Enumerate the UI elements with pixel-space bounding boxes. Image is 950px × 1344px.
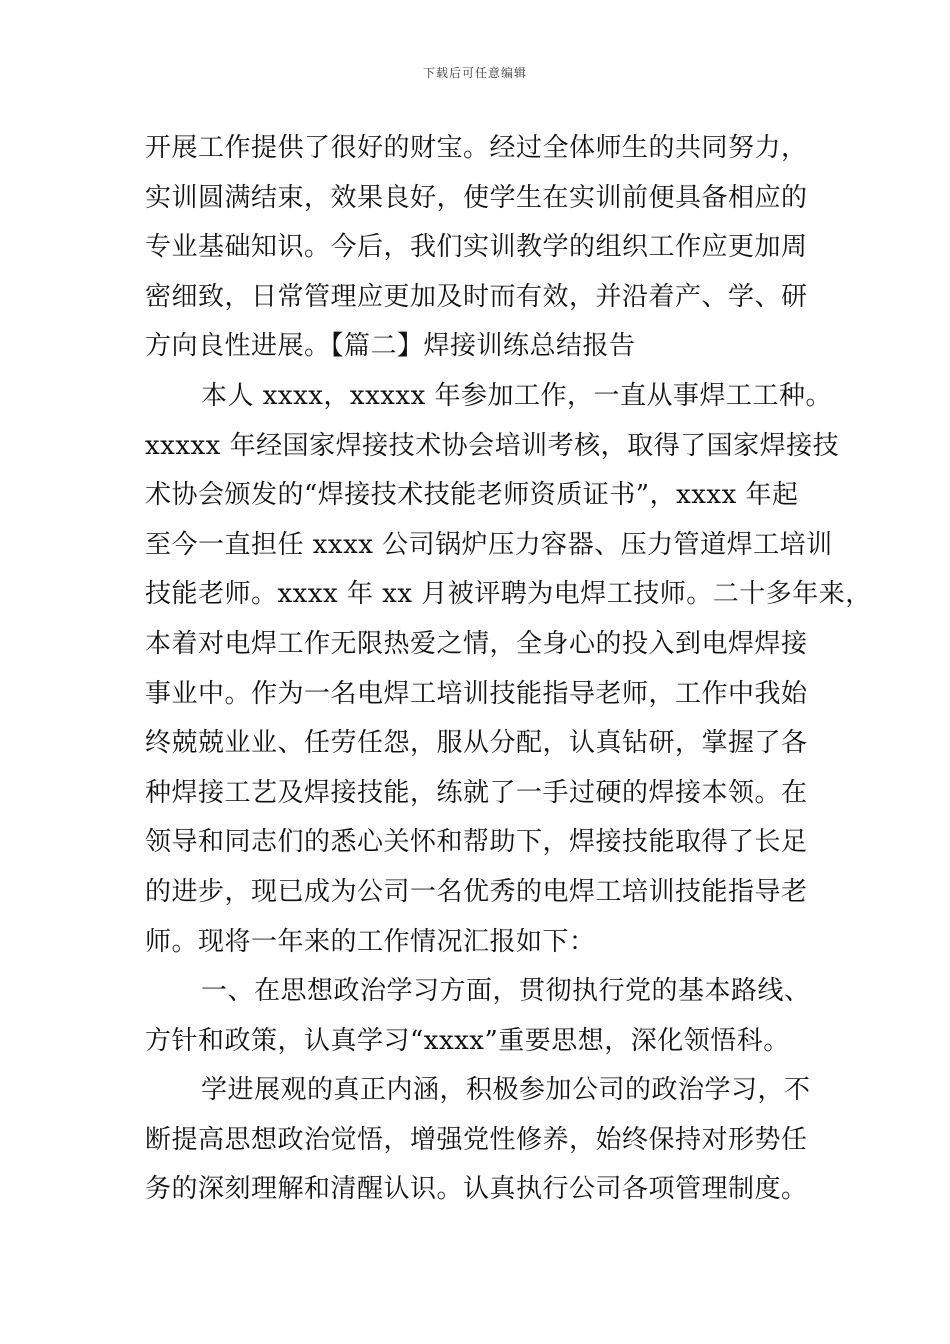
text-line: 方针和政策，认真学习“xxxx”重要思想，深化领悟科。 <box>145 1025 790 1056</box>
text-line: 方向良性进展。【篇二】焊接训练总结报告 <box>145 331 636 362</box>
text-line: 领导和同志们的悉心关怀和帮助下，焊接技能取得了长足 <box>145 827 808 858</box>
text-line: 本人 xxxx，xxxxx 年参加工作，一直从事焊工工种。 <box>201 380 832 411</box>
text-line: 开展工作提供了很好的财宝。经过全体师生的共同努力， <box>145 133 808 163</box>
text-line: 事业中。作为一名电焊工培训技能指导老师，工作中我始 <box>145 678 808 709</box>
text-line: xxxxx 年经国家焊接技术协会培训考核，取得了国家焊接技 <box>145 430 840 461</box>
text-line: 一、在思想政治学习方面，贯彻执行党的基本路线、 <box>201 976 811 1007</box>
text-line: 至今一直担任 xxxx 公司锅炉压力容器、压力管道焊工培训 <box>145 529 833 560</box>
document-body <box>145 124 872 1215</box>
text-line: 断提高思想政治觉悟，增强党性修养，始终保持对形势任 <box>145 1124 808 1155</box>
text-line: 种焊接工艺及焊接技能，练就了一手过硬的焊接本领。在 <box>145 777 808 808</box>
text-line: 专业基础知识。今后，我们实训教学的组织工作应更加周 <box>145 232 808 263</box>
page-header: 下载后可任意编辑 <box>422 66 527 80</box>
text-line: 学进展观的真正内涵，积极参加公司的政治学习，不 <box>201 1075 811 1106</box>
text-line: 密细致，日常管理应更加及时而有效，并沿着产、学、研 <box>145 281 808 312</box>
text-line: 术协会颁发的“焊接技术技能老师资质证书”，xxxx 年起 <box>145 480 799 511</box>
text-line: 本着对电焊工作无限热爱之情，全身心的投入到电焊焊接 <box>145 628 808 659</box>
text-line: 的进步，现已成为公司一名优秀的电焊工培训技能指导老 <box>145 876 808 907</box>
text-line: 实训圆满结束，效果良好，使学生在实训前便具备相应的 <box>145 182 808 213</box>
text-line: 终兢兢业业、任劳任怨，服从分配，认真钻研，掌握了各 <box>145 728 808 759</box>
text-line: 技能老师。xxxx 年 xx 月被评聘为电焊工技师。二十多年来， <box>145 579 872 610</box>
text-line: 师。现将一年来的工作情况汇报如下： <box>145 926 596 957</box>
text-line: 务的深刻理解和清醒认识。认真执行公司各项管理制度。 <box>145 1174 808 1205</box>
